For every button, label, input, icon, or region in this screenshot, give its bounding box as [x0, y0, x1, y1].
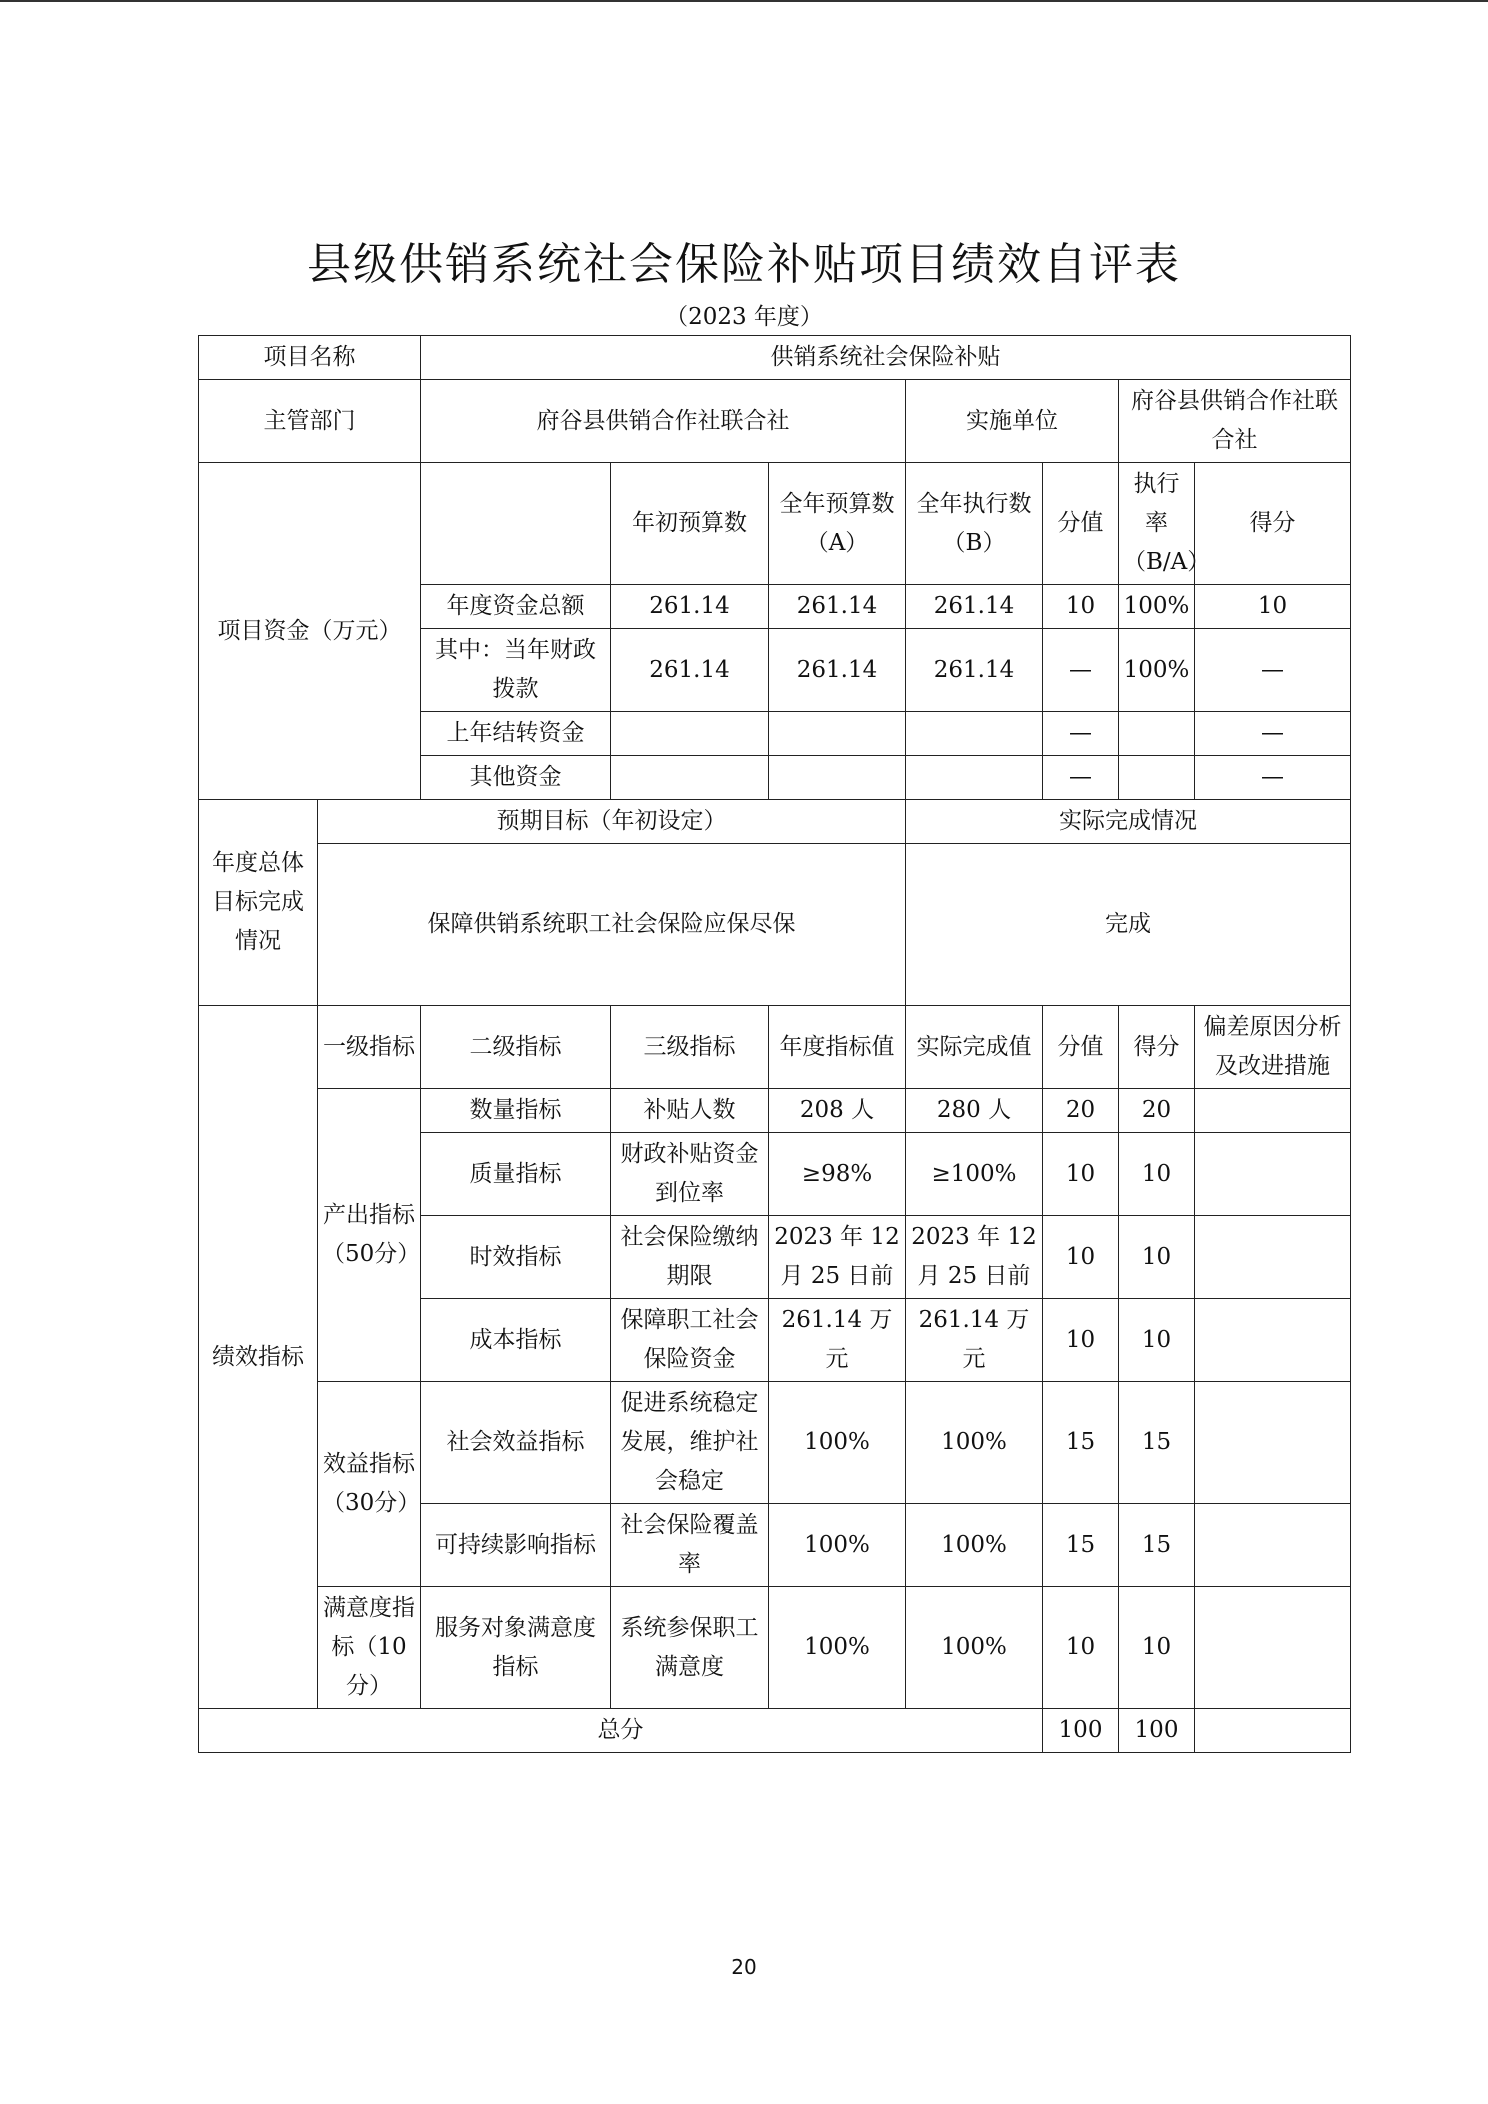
indicator-actual: 100% [906, 1587, 1043, 1709]
funds-row-initial: 261.14 [611, 629, 769, 712]
indicator-level2: 质量指标 [421, 1133, 611, 1216]
goal-label: 年度总体目标完成情况 [199, 800, 318, 1006]
indicator-row [199, 1382, 1351, 1504]
funds-header-row [199, 463, 1351, 585]
indicators-label: 绩效指标 [199, 1006, 318, 1709]
indicator-level2: 社会效益指标 [421, 1382, 611, 1504]
report-year: （2023 年度） [665, 304, 823, 330]
funds-row-initial [611, 712, 769, 756]
department-row [199, 380, 1351, 463]
funds-row-value: 10 [1043, 585, 1119, 629]
indicator-deviation [1195, 1299, 1351, 1382]
indicator-score: 10 [1119, 1216, 1195, 1299]
indicator-level2: 时效指标 [421, 1216, 611, 1299]
indicator-row [199, 1587, 1351, 1709]
funds-row-budget [769, 712, 906, 756]
indicator-actual: 280 人 [906, 1089, 1043, 1133]
total-row [199, 1709, 1351, 1753]
department-label: 主管部门 [199, 380, 421, 463]
funds-row-budget: 261.14 [769, 585, 906, 629]
indicator-level3: 补贴人数 [611, 1089, 769, 1133]
indicator-level1: 产出指标（50分） [318, 1089, 421, 1382]
goal-expected: 保障供销系统职工社会保险应保尽保 [318, 844, 906, 1006]
indicator-actual: 100% [906, 1504, 1043, 1587]
indicator-value: 10 [1043, 1587, 1119, 1709]
goal-content-row [199, 844, 1351, 1006]
total-deviation [1195, 1709, 1351, 1753]
indicator-level2: 可持续影响指标 [421, 1504, 611, 1587]
funds-row-value: — [1043, 756, 1119, 800]
unit-value: 府谷县供销合作社联合社 [1119, 380, 1351, 463]
indicator-target: 208 人 [769, 1089, 906, 1133]
funds-row-exec [906, 712, 1043, 756]
indicator-header-level1: 一级指标 [318, 1006, 421, 1089]
funds-header-budget: 全年预算数（A） [769, 463, 906, 585]
indicator-score: 20 [1119, 1089, 1195, 1133]
funds-row-rate: 100% [1119, 585, 1195, 629]
indicator-actual: ≥100% [906, 1133, 1043, 1216]
indicator-score: 10 [1119, 1587, 1195, 1709]
funds-row-score: — [1195, 712, 1351, 756]
evaluation-table [198, 335, 1351, 1753]
funds-label: 项目资金（万元） [199, 463, 421, 800]
indicator-deviation [1195, 1504, 1351, 1587]
project-name-label: 项目名称 [199, 336, 421, 380]
indicator-level2: 数量指标 [421, 1089, 611, 1133]
indicator-level2: 服务对象满意度指标 [421, 1587, 611, 1709]
page-title: 县级供销系统社会保险补贴项目绩效自评表 [307, 239, 1181, 290]
unit-label: 实施单位 [906, 380, 1119, 463]
funds-row-rate [1119, 756, 1195, 800]
indicator-header-value: 分值 [1043, 1006, 1119, 1089]
indicator-actual: 100% [906, 1382, 1043, 1504]
indicator-score: 10 [1119, 1299, 1195, 1382]
indicator-target: 100% [769, 1382, 906, 1504]
indicator-level3: 促进系统稳定发展，维护社会稳定 [611, 1382, 769, 1504]
indicator-level3: 社会保险覆盖率 [611, 1504, 769, 1587]
indicator-level3: 系统参保职工满意度 [611, 1587, 769, 1709]
indicator-level1: 满意度指标（10分） [318, 1587, 421, 1709]
indicator-target: 261.14 万元 [769, 1299, 906, 1382]
funds-row-budget: 261.14 [769, 629, 906, 712]
total-value: 100 [1043, 1709, 1119, 1753]
indicator-score: 15 [1119, 1382, 1195, 1504]
funds-row-score: 10 [1195, 585, 1351, 629]
goal-header-row [199, 800, 1351, 844]
funds-row-name: 上年结转资金 [421, 712, 611, 756]
indicator-deviation [1195, 1089, 1351, 1133]
funds-header-exec: 全年执行数（B） [906, 463, 1043, 585]
indicator-target: 100% [769, 1587, 906, 1709]
funds-row-initial: 261.14 [611, 585, 769, 629]
funds-row-name: 年度资金总额 [421, 585, 611, 629]
indicator-actual: 261.14 万元 [906, 1299, 1043, 1382]
total-score: 100 [1119, 1709, 1195, 1753]
goal-actual: 完成 [906, 844, 1351, 1006]
indicator-header-actual: 实际完成值 [906, 1006, 1043, 1089]
department-value: 府谷县供销合作社联合社 [421, 380, 906, 463]
indicator-deviation [1195, 1133, 1351, 1216]
indicator-score: 10 [1119, 1133, 1195, 1216]
goal-expected-label: 预期目标（年初设定） [318, 800, 906, 844]
indicator-target: ≥98% [769, 1133, 906, 1216]
indicator-row [199, 1089, 1351, 1133]
indicator-value: 15 [1043, 1504, 1119, 1587]
indicator-level3: 保障职工社会保险资金 [611, 1299, 769, 1382]
indicator-value: 10 [1043, 1299, 1119, 1382]
indicator-deviation [1195, 1587, 1351, 1709]
funds-row-rate: 100% [1119, 629, 1195, 712]
indicator-score: 15 [1119, 1504, 1195, 1587]
indicator-value: 15 [1043, 1382, 1119, 1504]
funds-header-score: 得分 [1195, 463, 1351, 585]
funds-header-value: 分值 [1043, 463, 1119, 585]
total-label: 总分 [199, 1709, 1043, 1753]
indicator-header-deviation: 偏差原因分析及改进措施 [1195, 1006, 1351, 1089]
funds-row-budget [769, 756, 906, 800]
funds-row-score: — [1195, 756, 1351, 800]
indicator-target: 2023 年 12 月 25 日前 [769, 1216, 906, 1299]
goal-actual-label: 实际完成情况 [906, 800, 1351, 844]
project-name-value: 供销系统社会保险补贴 [421, 336, 1351, 380]
indicator-deviation [1195, 1382, 1351, 1504]
funds-row-value: — [1043, 629, 1119, 712]
indicator-value: 20 [1043, 1089, 1119, 1133]
indicator-header-score: 得分 [1119, 1006, 1195, 1089]
indicator-header-row [199, 1006, 1351, 1089]
indicator-actual: 2023 年 12 月 25 日前 [906, 1216, 1043, 1299]
indicator-deviation [1195, 1216, 1351, 1299]
indicator-level3: 财政补贴资金到位率 [611, 1133, 769, 1216]
indicator-level3: 社会保险缴纳期限 [611, 1216, 769, 1299]
indicator-target: 100% [769, 1504, 906, 1587]
indicator-header-level2: 二级指标 [421, 1006, 611, 1089]
funds-header-blank [421, 463, 611, 585]
indicator-header-target: 年度指标值 [769, 1006, 906, 1089]
funds-row-name: 其他资金 [421, 756, 611, 800]
project-name-row [199, 336, 1351, 380]
funds-row-value: — [1043, 712, 1119, 756]
funds-row-exec [906, 756, 1043, 800]
funds-row-name: 其中：当年财政拨款 [421, 629, 611, 712]
funds-row-exec: 261.14 [906, 629, 1043, 712]
indicator-level1: 效益指标（30分） [318, 1382, 421, 1587]
funds-header-initial: 年初预算数 [611, 463, 769, 585]
funds-row-rate [1119, 712, 1195, 756]
indicator-level2: 成本指标 [421, 1299, 611, 1382]
funds-header-rate: 执行率（B/A） [1119, 463, 1195, 585]
indicator-header-level3: 三级指标 [611, 1006, 769, 1089]
page-top-border [0, 0, 1488, 2]
funds-row-exec: 261.14 [906, 585, 1043, 629]
indicator-value: 10 [1043, 1216, 1119, 1299]
funds-row-score: — [1195, 629, 1351, 712]
funds-row-initial [611, 756, 769, 800]
indicator-value: 10 [1043, 1133, 1119, 1216]
page-number: 20 [731, 1955, 757, 1979]
